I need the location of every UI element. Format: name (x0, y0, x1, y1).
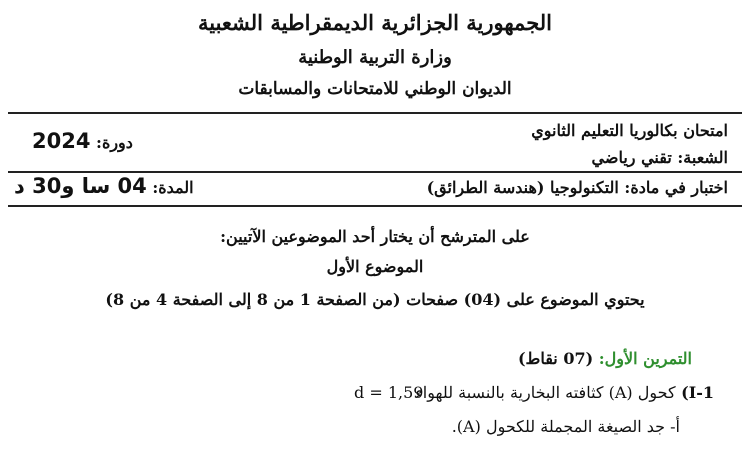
info-divider (8, 171, 742, 173)
exercise-title: التمرين الأول: (598, 349, 692, 368)
header-divider (8, 112, 742, 114)
instruction-text: على المترشح أن يختار أحد الموضوعين الآتيين: (220, 227, 530, 246)
subject-divider (8, 205, 742, 207)
sub-question-a: أ- جد الصيغة المجملة للكحول (A). (451, 417, 680, 436)
session-info (32, 129, 133, 153)
duration-value: 04 سا و30 د (14, 174, 147, 198)
question-text: كحول (A) كثافته البخارية بالنسبة للهواء (415, 383, 676, 402)
ministry-name: وزارة التربية الوطنية (298, 47, 452, 68)
duration-info (14, 174, 194, 198)
branch-info: الشعبة: تقني رياضي (591, 148, 728, 167)
pages-info: يحتوي الموضوع على (04) صفحات (من الصفحة 1 من 8 إلى الصفحة 4 من 8) (105, 290, 645, 309)
exercise-points: (07 نقاط) (517, 349, 594, 368)
office-name: الديوان الوطني للامتحانات والمسابقات (238, 79, 512, 99)
question-number: I-1) (681, 383, 714, 402)
subject-info: اختبار في مادة: التكنولوجيا (هندسة الطرائق) (426, 178, 728, 197)
exam-title: امتحان بكالوريا التعليم الثانوي (531, 121, 728, 140)
country-name: الجمهورية الجزائرية الديمقراطية الشعبية (197, 10, 552, 35)
question-1 (415, 383, 714, 402)
session-year: 2024 (32, 129, 91, 153)
topic-title: الموضوع الأول (326, 257, 424, 276)
session-label: دورة: (96, 133, 133, 152)
density-formula: d = 1,59 (354, 383, 424, 402)
duration-label: المدة: (152, 178, 194, 197)
exercise-heading (518, 349, 692, 368)
